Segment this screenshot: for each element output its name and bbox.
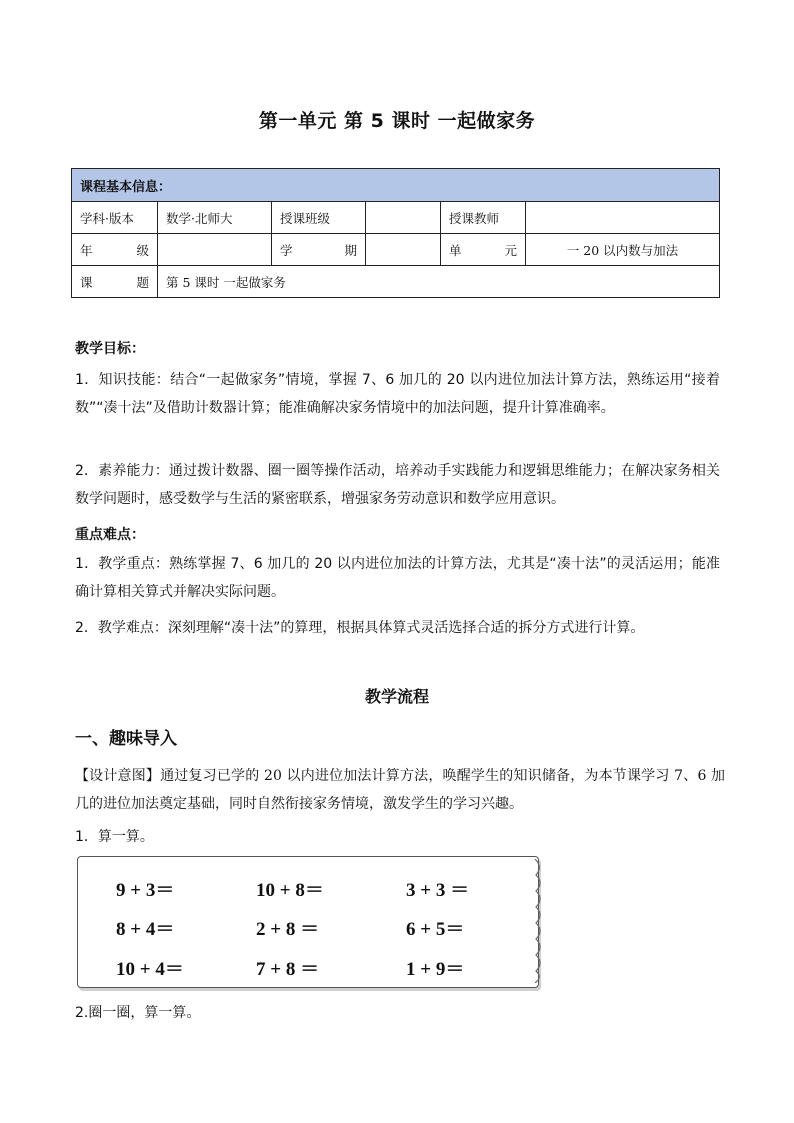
exercise-item: 3 + 3 ＝ — [406, 880, 470, 901]
table-row — [72, 266, 720, 298]
exercise-item: 8 + 4＝ — [116, 919, 175, 940]
keypoints-item-1: 1．教学重点：熟练掌握 7、6 加几的 20 以内进位加法的计算方法，尤其是“凑十法”的灵活运用；能准确计算相关算式并解决实际问题。 — [75, 556, 720, 600]
torn-edge-icon — [533, 859, 547, 983]
exercise-item: 7 + 8 ＝ — [256, 959, 320, 980]
goals-item-1: 1．知识技能：结合“一起做家务”情境，掌握 7、6 加几的 20 以内进位加法计算方法，熟练运用“接着数”“凑十法”及借助计数器计算；能准确解决家务情境中的加法问题，提升计算准确率。 — [75, 372, 720, 416]
section-1-heading: 一、趣味导入 — [75, 729, 177, 749]
exercise-card — [77, 856, 539, 988]
exercise-item: 6 + 5＝ — [406, 919, 465, 940]
term-label: 学期 — [272, 234, 366, 266]
keypoints-heading: 重点难点： — [75, 527, 145, 543]
exercise-item: 10 + 4＝ — [116, 959, 184, 980]
exercise-item: 10 + 8＝ — [256, 880, 324, 901]
topic-label: 课题 — [72, 266, 158, 298]
class-label: 授课班级 — [272, 202, 366, 234]
teacher-label: 授课教师 — [441, 202, 526, 234]
topic-value: 第 5 课时 一起做家务 — [158, 266, 720, 298]
course-info-header: 课程基本信息： — [72, 169, 720, 202]
unit-label: 单元 — [441, 234, 526, 266]
goals-heading: 教学目标： — [75, 341, 145, 357]
subject-label: 学科·版本 — [72, 202, 158, 234]
course-info-table — [71, 168, 720, 298]
step-2-label: 2.圈一圈，算一算。 — [75, 1005, 201, 1021]
exercise-item: 2 + 8 ＝ — [256, 919, 320, 940]
exercise-item: 9 + 3＝ — [116, 880, 175, 901]
flow-title: 教学流程 — [364, 687, 429, 706]
class-value — [366, 202, 441, 234]
unit-value: 一 20 以内数与加法 — [526, 234, 720, 266]
table-row — [72, 202, 720, 234]
goals-item-2: 2．素养能力：通过拨计数器、圈一圈等操作活动，培养动手实践能力和逻辑思维能力；在解决家务相关数学问题时，感受数学与生活的紧密联系，增强家务劳动意识和数学应用意识。 — [75, 463, 720, 507]
page-title: 第一单元 第 5 课时 一起做家务 — [258, 110, 536, 132]
teacher-value — [526, 202, 720, 234]
step-1-label: 1．算一算。 — [75, 829, 154, 845]
table-row — [72, 234, 720, 266]
exercise-item: 1 + 9＝ — [406, 959, 465, 980]
grade-label: 年级 — [72, 234, 158, 266]
subject-value: 数学·北师大 — [158, 202, 272, 234]
grade-value — [158, 234, 272, 266]
keypoints-item-2: 2．教学难点：深刻理解“凑十法”的算理，根据具体算式灵活选择合适的拆分方式进行计算。 — [75, 620, 645, 636]
course-info-header-row — [72, 169, 720, 202]
design-intent: 【设计意图】通过复习已学的 20 以内进位加法计算方法，唤醒学生的知识储备，为本节课学习 7、6 加几的进位加法奠定基础，同时自然衔接家务情境，激发学生的学习兴趣。 — [75, 768, 725, 812]
term-value — [366, 234, 441, 266]
